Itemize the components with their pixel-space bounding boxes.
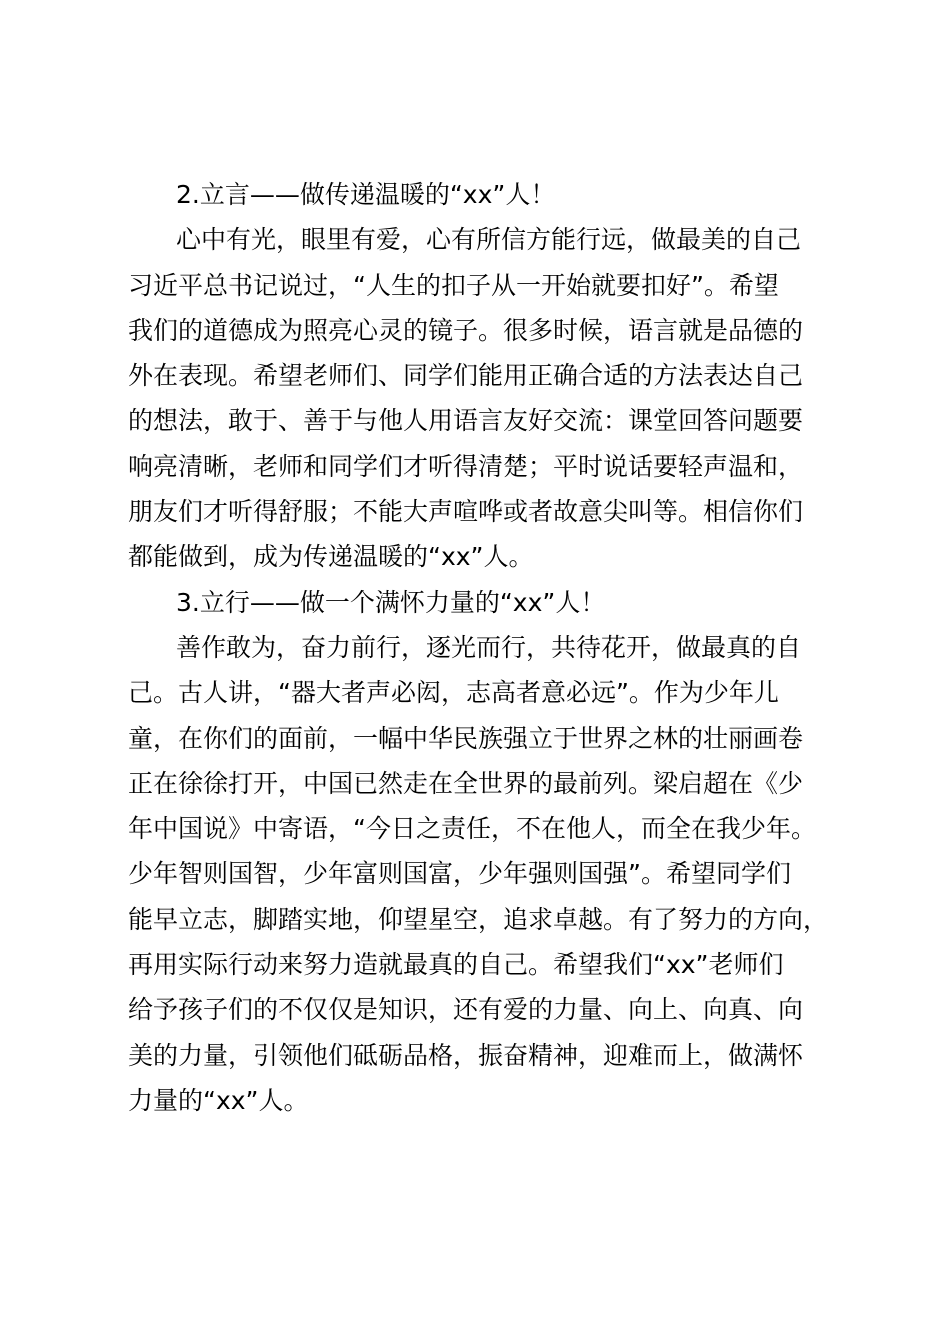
paragraph-line: 能早立志，脚踏实地，仰望星空，追求卓越。有了努力的方向， (128, 904, 829, 934)
section-heading-3: 3.立行——做一个满怀力量的“xx”人！ (176, 587, 606, 617)
paragraph-line: 朋友们才听得舒服；不能大声喧哗或者故意尖叫等。相信你们 (128, 497, 804, 527)
paragraph-line: 童，在你们的面前，一幅中华民族强立于世界之林的壮丽画卷 (128, 723, 804, 753)
paragraph-line: 习近平总书记说过，“人生的扣子从一开始就要扣好”。希望 (128, 270, 779, 300)
paragraph-line: 响亮清晰，老师和同学们才听得清楚；平时说话要轻声温和， (128, 451, 804, 481)
paragraph-line: 善作敢为，奋力前行，逐光而行，共待花开，做最真的自 (176, 632, 802, 662)
paragraph-line: 正在徐徐打开，中国已然走在全世界的最前列。梁启超在《少 (128, 768, 804, 798)
paragraph-line: 再用实际行动来努力造就最真的自己。希望我们“xx”老师们 (128, 950, 784, 980)
paragraph-line: 外在表现。希望老师们、同学们能用正确合适的方法表达自己 (128, 361, 804, 391)
paragraph-line: 心中有光，眼里有爱，心有所信方能行远，做最美的自己 (176, 225, 802, 255)
paragraph-line: 年中国说》中寄语，“今日之责任，不在他人，而全在我少年。 (128, 814, 816, 844)
paragraph-line: 的想法，敢于、善于与他人用语言友好交流：课堂回答问题要 (128, 406, 804, 436)
paragraph-line: 都能做到，成为传递温暖的“xx”人。 (128, 542, 534, 572)
paragraph-line: 给予孩子们的不仅仅是知识，还有爱的力量、向上、向真、向 (128, 995, 804, 1025)
paragraph-line: 我们的道德成为照亮心灵的镜子。很多时候，语言就是品德的 (128, 315, 804, 345)
paragraph-line: 力量的“xx”人。 (128, 1085, 309, 1115)
section-heading-2: 2.立言——做传递温暖的“xx”人！ (176, 180, 556, 209)
paragraph-line: 己。古人讲，“器大者声必闳，志高者意必远”。作为少年儿 (128, 678, 779, 708)
paragraph-line: 美的力量，引领他们砥砺品格，振奋精神，迎难而上，做满怀 (128, 1040, 804, 1070)
paragraph-line: 少年智则国智，少年富则国富，少年强则国强”。希望同学们 (128, 859, 791, 889)
document-body (128, 172, 838, 1123)
